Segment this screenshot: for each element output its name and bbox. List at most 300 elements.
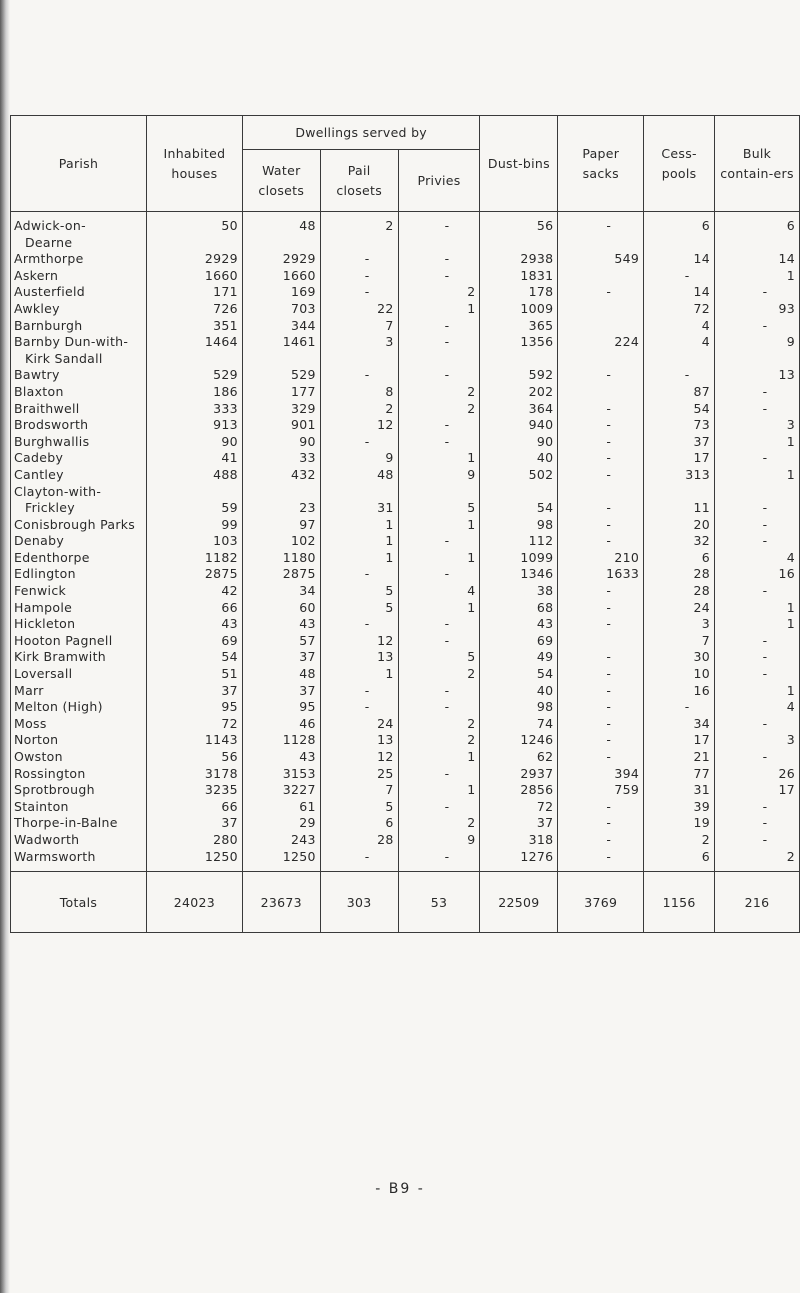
pail-closets-cell: 12: [320, 417, 398, 434]
inhabited-houses-cell: 351: [146, 318, 242, 335]
inhabited-houses-cell: 103: [146, 533, 242, 550]
pail-closets-cell: -: [320, 616, 398, 633]
bulk-containers-cell: -: [715, 318, 800, 335]
paper-sacks-cell: -: [558, 683, 644, 700]
table-row: [11, 517, 800, 534]
dust-bins-cell: 54: [480, 666, 558, 683]
privies-cell: [398, 235, 480, 252]
table-row: [11, 633, 800, 650]
parish-name-cell: Clayton-with-: [11, 484, 147, 501]
table-row: [11, 832, 800, 849]
total-pail-closets: 303: [320, 872, 398, 933]
pail-closets-cell: 7: [320, 782, 398, 799]
paper-sacks-cell: [558, 484, 644, 501]
table-row: [11, 334, 800, 351]
bulk-containers-header: Bulk contain-ers: [715, 116, 800, 212]
bulk-containers-cell: -: [715, 716, 800, 733]
pail-closets-cell: 8: [320, 384, 398, 401]
table-row: [11, 815, 800, 832]
paper-sacks-cell: [558, 318, 644, 335]
dust-bins-cell: 1009: [480, 301, 558, 318]
parish-name-cell: Melton (High): [11, 699, 147, 716]
paper-sacks-cell: -: [558, 649, 644, 666]
inhabited-houses-cell: [146, 351, 242, 368]
parish-name-cell: Wadworth: [11, 832, 147, 849]
paper-sacks-cell: 549: [558, 251, 644, 268]
table-row: [11, 732, 800, 749]
table-row: [11, 268, 800, 285]
dust-bins-cell: 318: [480, 832, 558, 849]
parish-name-cell: Kirk Sandall: [11, 351, 147, 368]
table-row: [11, 666, 800, 683]
dust-bins-cell: 38: [480, 583, 558, 600]
pail-closets-cell: 9: [320, 450, 398, 467]
total-privies: 53: [398, 872, 480, 933]
cess-pools-cell: 34: [644, 716, 715, 733]
parish-name-cell: Moss: [11, 716, 147, 733]
privies-cell: [398, 484, 480, 501]
bulk-containers-cell: 3: [715, 417, 800, 434]
table-row: [11, 716, 800, 733]
privies-cell: 1: [398, 517, 480, 534]
water-closets-cell: 43: [242, 749, 320, 766]
paper-sacks-cell: -: [558, 417, 644, 434]
dust-bins-cell: 37: [480, 815, 558, 832]
paper-sacks-cell: -: [558, 832, 644, 849]
parish-header: Parish: [11, 116, 147, 212]
table-body: [11, 212, 800, 872]
dust-bins-cell: 98: [480, 517, 558, 534]
inhabited-houses-cell: 72: [146, 716, 242, 733]
privies-header: Privies: [398, 150, 480, 212]
table-row: [11, 749, 800, 766]
cess-pools-cell: [644, 235, 715, 252]
paper-sacks-cell: [558, 633, 644, 650]
inhabited-houses-cell: 913: [146, 417, 242, 434]
water-closets-cell: 48: [242, 666, 320, 683]
dust-bins-cell: 202: [480, 384, 558, 401]
cess-pools-cell: -: [644, 699, 715, 716]
pail-closets-cell: -: [320, 284, 398, 301]
inhabited-houses-cell: 37: [146, 683, 242, 700]
water-closets-cell: 1128: [242, 732, 320, 749]
dust-bins-cell: 49: [480, 649, 558, 666]
paper-sacks-cell: [558, 351, 644, 368]
bulk-containers-cell: 1: [715, 683, 800, 700]
cess-pools-cell: 37: [644, 434, 715, 451]
pail-closets-cell: -: [320, 566, 398, 583]
pail-closets-cell: -: [320, 251, 398, 268]
cess-pools-cell: 4: [644, 318, 715, 335]
pail-closets-cell: 31: [320, 500, 398, 517]
dust-bins-cell: 56: [480, 212, 558, 235]
bulk-containers-cell: 6: [715, 212, 800, 235]
parish-name-cell: Hampole: [11, 600, 147, 617]
privies-cell: 1: [398, 301, 480, 318]
privies-cell: 1: [398, 600, 480, 617]
privies-cell: 2: [398, 284, 480, 301]
privies-cell: 1: [398, 749, 480, 766]
table-row: [11, 583, 800, 600]
pail-closets-cell: 5: [320, 583, 398, 600]
dust-bins-cell: 43: [480, 616, 558, 633]
privies-cell: -: [398, 367, 480, 384]
dust-bins-cell: 40: [480, 683, 558, 700]
bulk-containers-cell: [715, 484, 800, 501]
paper-sacks-cell: -: [558, 467, 644, 484]
parish-name-cell: Askern: [11, 268, 147, 285]
water-closets-cell: 432: [242, 467, 320, 484]
bulk-containers-cell: 14: [715, 251, 800, 268]
cess-pools-cell: 39: [644, 799, 715, 816]
table-row: [11, 550, 800, 567]
dust-bins-cell: 502: [480, 467, 558, 484]
parish-name-cell: Bawtry: [11, 367, 147, 384]
parish-name-cell: Rossington: [11, 766, 147, 783]
parish-name-cell: Kirk Bramwith: [11, 649, 147, 666]
paper-sacks-cell: -: [558, 533, 644, 550]
pail-closets-cell: [320, 351, 398, 368]
water-closets-cell: 60: [242, 600, 320, 617]
inhabited-houses-cell: 280: [146, 832, 242, 849]
dust-bins-cell: 54: [480, 500, 558, 517]
cess-pools-cell: 6: [644, 550, 715, 567]
privies-cell: -: [398, 251, 480, 268]
privies-cell: 9: [398, 467, 480, 484]
paper-sacks-cell: -: [558, 450, 644, 467]
parish-name-cell: Conisbrough Parks: [11, 517, 147, 534]
cess-pools-cell: 6: [644, 212, 715, 235]
cess-pools-cell: [644, 484, 715, 501]
water-closets-cell: 329: [242, 401, 320, 418]
cess-pools-cell: 31: [644, 782, 715, 799]
dust-bins-cell: 1246: [480, 732, 558, 749]
paper-sacks-cell: 224: [558, 334, 644, 351]
inhabited-houses-cell: 95: [146, 699, 242, 716]
pail-closets-cell: 3: [320, 334, 398, 351]
privies-cell: -: [398, 799, 480, 816]
table-row: [11, 699, 800, 716]
cess-pools-cell: 87: [644, 384, 715, 401]
table-row: [11, 401, 800, 418]
paper-sacks-cell: 394: [558, 766, 644, 783]
dust-bins-cell: 2856: [480, 782, 558, 799]
privies-cell: -: [398, 212, 480, 235]
cess-pools-cell: 24: [644, 600, 715, 617]
water-closets-cell: 90: [242, 434, 320, 451]
bulk-containers-cell: -: [715, 583, 800, 600]
paper-sacks-cell: -: [558, 284, 644, 301]
parish-name-cell: Marr: [11, 683, 147, 700]
dust-bins-cell: 40: [480, 450, 558, 467]
total-paper-sacks: 3769: [558, 872, 644, 933]
privies-cell: -: [398, 434, 480, 451]
paper-sacks-cell: -: [558, 699, 644, 716]
cess-pools-cell: 17: [644, 732, 715, 749]
dust-bins-cell: 1276: [480, 849, 558, 872]
pail-closets-cell: 22: [320, 301, 398, 318]
dust-bins-cell: [480, 351, 558, 368]
table-row: [11, 484, 800, 501]
cess-pools-cell: 30: [644, 649, 715, 666]
bulk-containers-cell: -: [715, 284, 800, 301]
cess-pools-cell: 7: [644, 633, 715, 650]
inhabited-houses-cell: 66: [146, 600, 242, 617]
inhabited-houses-cell: 186: [146, 384, 242, 401]
water-closets-cell: 344: [242, 318, 320, 335]
scan-edge-shadow: [0, 0, 10, 1293]
inhabited-houses-cell: 726: [146, 301, 242, 318]
water-closets-cell: 2929: [242, 251, 320, 268]
table-row: [11, 600, 800, 617]
water-closets-cell: 243: [242, 832, 320, 849]
privies-cell: -: [398, 616, 480, 633]
table-row: [11, 616, 800, 633]
total-dust-bins: 22509: [480, 872, 558, 933]
pail-closets-cell: -: [320, 849, 398, 872]
pail-closets-cell: -: [320, 699, 398, 716]
inhabited-houses-cell: 51: [146, 666, 242, 683]
dust-bins-cell: 364: [480, 401, 558, 418]
water-closets-cell: 29: [242, 815, 320, 832]
privies-cell: -: [398, 417, 480, 434]
bulk-containers-cell: -: [715, 384, 800, 401]
table-row: [11, 384, 800, 401]
bulk-containers-cell: -: [715, 450, 800, 467]
paper-sacks-cell: -: [558, 716, 644, 733]
bulk-containers-cell: 9: [715, 334, 800, 351]
parish-name-cell: Barnby Dun-with-: [11, 334, 147, 351]
table-row: [11, 301, 800, 318]
parish-name-cell: Cantley: [11, 467, 147, 484]
privies-cell: 9: [398, 832, 480, 849]
cess-pools-cell: 11: [644, 500, 715, 517]
water-closets-cell: 43: [242, 616, 320, 633]
privies-cell: -: [398, 849, 480, 872]
parish-name-cell: Hickleton: [11, 616, 147, 633]
total-inhabited: 24023: [146, 872, 242, 933]
inhabited-houses-cell: 1143: [146, 732, 242, 749]
paper-sacks-cell: -: [558, 849, 644, 872]
paper-sacks-cell: 1633: [558, 566, 644, 583]
bulk-containers-cell: 16: [715, 566, 800, 583]
parish-name-cell: Austerfield: [11, 284, 147, 301]
privies-cell: 1: [398, 550, 480, 567]
parish-name-cell: Edenthorpe: [11, 550, 147, 567]
bulk-containers-cell: 1: [715, 600, 800, 617]
water-closets-cell: [242, 484, 320, 501]
water-closets-header: Water closets: [242, 150, 320, 212]
bulk-containers-cell: 1: [715, 434, 800, 451]
paper-sacks-cell: 759: [558, 782, 644, 799]
water-closets-cell: 1250: [242, 849, 320, 872]
cess-pools-cell: -: [644, 268, 715, 285]
water-closets-cell: 3227: [242, 782, 320, 799]
dust-bins-cell: 365: [480, 318, 558, 335]
dust-bins-cell: 1099: [480, 550, 558, 567]
water-closets-cell: 1180: [242, 550, 320, 567]
bulk-containers-cell: 26: [715, 766, 800, 783]
paper-sacks-cell: -: [558, 517, 644, 534]
cess-pools-cell: 10: [644, 666, 715, 683]
inhabited-houses-cell: 2875: [146, 566, 242, 583]
privies-cell: -: [398, 766, 480, 783]
pail-closets-cell: 13: [320, 732, 398, 749]
cess-pools-cell: 4: [644, 334, 715, 351]
total-cess-pools: 1156: [644, 872, 715, 933]
pail-closets-cell: -: [320, 434, 398, 451]
parish-name-cell: Loversall: [11, 666, 147, 683]
cess-pools-cell: 32: [644, 533, 715, 550]
water-closets-cell: 61: [242, 799, 320, 816]
inhabited-houses-cell: 56: [146, 749, 242, 766]
pail-closets-cell: 1: [320, 550, 398, 567]
paper-sacks-cell: -: [558, 434, 644, 451]
inhabited-houses-cell: 333: [146, 401, 242, 418]
table-row: [11, 235, 800, 252]
pail-closets-cell: [320, 235, 398, 252]
privies-cell: -: [398, 268, 480, 285]
inhabited-houses-cell: 1464: [146, 334, 242, 351]
paper-sacks-cell: [558, 301, 644, 318]
privies-cell: 2: [398, 666, 480, 683]
water-closets-cell: 57: [242, 633, 320, 650]
cess-pools-cell: [644, 351, 715, 368]
bulk-containers-cell: 2: [715, 849, 800, 872]
paper-sacks-cell: -: [558, 749, 644, 766]
table-row: [11, 450, 800, 467]
privies-cell: 2: [398, 732, 480, 749]
privies-cell: 2: [398, 815, 480, 832]
inhabited-houses-cell: 66: [146, 799, 242, 816]
pail-closets-cell: 5: [320, 600, 398, 617]
bulk-containers-cell: -: [715, 815, 800, 832]
table-row: [11, 799, 800, 816]
inhabited-houses-cell: 54: [146, 649, 242, 666]
inhabited-houses-cell: 90: [146, 434, 242, 451]
table-row: [11, 251, 800, 268]
privies-cell: 4: [398, 583, 480, 600]
parish-name-cell: Adwick-on-: [11, 212, 147, 235]
cess-pools-cell: 20: [644, 517, 715, 534]
dust-bins-cell: 112: [480, 533, 558, 550]
pail-closets-cell: 7: [320, 318, 398, 335]
bulk-containers-cell: 17: [715, 782, 800, 799]
parish-name-cell: Awkley: [11, 301, 147, 318]
paper-sacks-header: Paper sacks: [558, 116, 644, 212]
bulk-containers-cell: 93: [715, 301, 800, 318]
inhabited-houses-cell: 1660: [146, 268, 242, 285]
bulk-containers-cell: 1: [715, 616, 800, 633]
table-row: [11, 212, 800, 235]
water-closets-cell: 1461: [242, 334, 320, 351]
inhabited-houses-cell: 59: [146, 500, 242, 517]
bulk-containers-cell: -: [715, 633, 800, 650]
inhabited-houses-cell: 42: [146, 583, 242, 600]
inhabited-houses-cell: 43: [146, 616, 242, 633]
parish-name-cell: Burghwallis: [11, 434, 147, 451]
parish-name-cell: Braithwell: [11, 401, 147, 418]
total-bulk-containers: 216: [715, 872, 800, 933]
table-row: [11, 434, 800, 451]
inhabited-houses-cell: 1182: [146, 550, 242, 567]
paper-sacks-cell: -: [558, 367, 644, 384]
water-closets-cell: 1660: [242, 268, 320, 285]
pail-closets-cell: 1: [320, 517, 398, 534]
dust-bins-cell: [480, 235, 558, 252]
pail-closets-cell: 28: [320, 832, 398, 849]
privies-cell: -: [398, 633, 480, 650]
pail-closets-cell: -: [320, 683, 398, 700]
water-closets-cell: 3153: [242, 766, 320, 783]
bulk-containers-cell: 13: [715, 367, 800, 384]
paper-sacks-cell: -: [558, 583, 644, 600]
bulk-containers-cell: -: [715, 799, 800, 816]
totals-label: Totals: [11, 872, 147, 933]
parish-name-cell: Owston: [11, 749, 147, 766]
paper-sacks-cell: -: [558, 815, 644, 832]
privies-cell: 5: [398, 500, 480, 517]
parish-name-cell: Warmsworth: [11, 849, 147, 872]
dust-bins-cell: 940: [480, 417, 558, 434]
water-closets-cell: 703: [242, 301, 320, 318]
inhabited-houses-cell: [146, 235, 242, 252]
cess-pools-cell: 17: [644, 450, 715, 467]
dust-bins-cell: 74: [480, 716, 558, 733]
pail-closets-cell: 13: [320, 649, 398, 666]
pail-closets-cell: 12: [320, 749, 398, 766]
cess-pools-cell: 6: [644, 849, 715, 872]
paper-sacks-cell: [558, 384, 644, 401]
inhabited-houses-cell: 37: [146, 815, 242, 832]
water-closets-cell: 95: [242, 699, 320, 716]
inhabited-houses-cell: 99: [146, 517, 242, 534]
dust-bins-cell: 98: [480, 699, 558, 716]
paper-sacks-cell: -: [558, 600, 644, 617]
paper-sacks-cell: 210: [558, 550, 644, 567]
parish-name-cell: Norton: [11, 732, 147, 749]
bulk-containers-cell: 3: [715, 732, 800, 749]
pail-closets-cell: 25: [320, 766, 398, 783]
water-closets-cell: 901: [242, 417, 320, 434]
bulk-containers-cell: -: [715, 666, 800, 683]
cess-pools-cell: 28: [644, 566, 715, 583]
inhabited-houses-cell: 1250: [146, 849, 242, 872]
cess-pools-cell: 54: [644, 401, 715, 418]
dust-bins-cell: 62: [480, 749, 558, 766]
paper-sacks-cell: -: [558, 500, 644, 517]
inhabited-houses-cell: 2929: [146, 251, 242, 268]
parish-name-cell: Dearne: [11, 235, 147, 252]
privies-cell: [398, 351, 480, 368]
water-closets-cell: 37: [242, 683, 320, 700]
parish-name-cell: Cadeby: [11, 450, 147, 467]
privies-cell: -: [398, 683, 480, 700]
table-row: [11, 500, 800, 517]
dust-bins-cell: 2937: [480, 766, 558, 783]
water-closets-cell: 529: [242, 367, 320, 384]
privies-cell: -: [398, 566, 480, 583]
bulk-containers-cell: -: [715, 832, 800, 849]
cess-pools-cell: 3: [644, 616, 715, 633]
dust-bins-header: Dust-bins: [480, 116, 558, 212]
pail-closets-cell: 1: [320, 666, 398, 683]
inhabited-houses-cell: 41: [146, 450, 242, 467]
parish-name-cell: Fenwick: [11, 583, 147, 600]
table-row: [11, 782, 800, 799]
dust-bins-cell: 178: [480, 284, 558, 301]
pail-closets-cell: -: [320, 367, 398, 384]
